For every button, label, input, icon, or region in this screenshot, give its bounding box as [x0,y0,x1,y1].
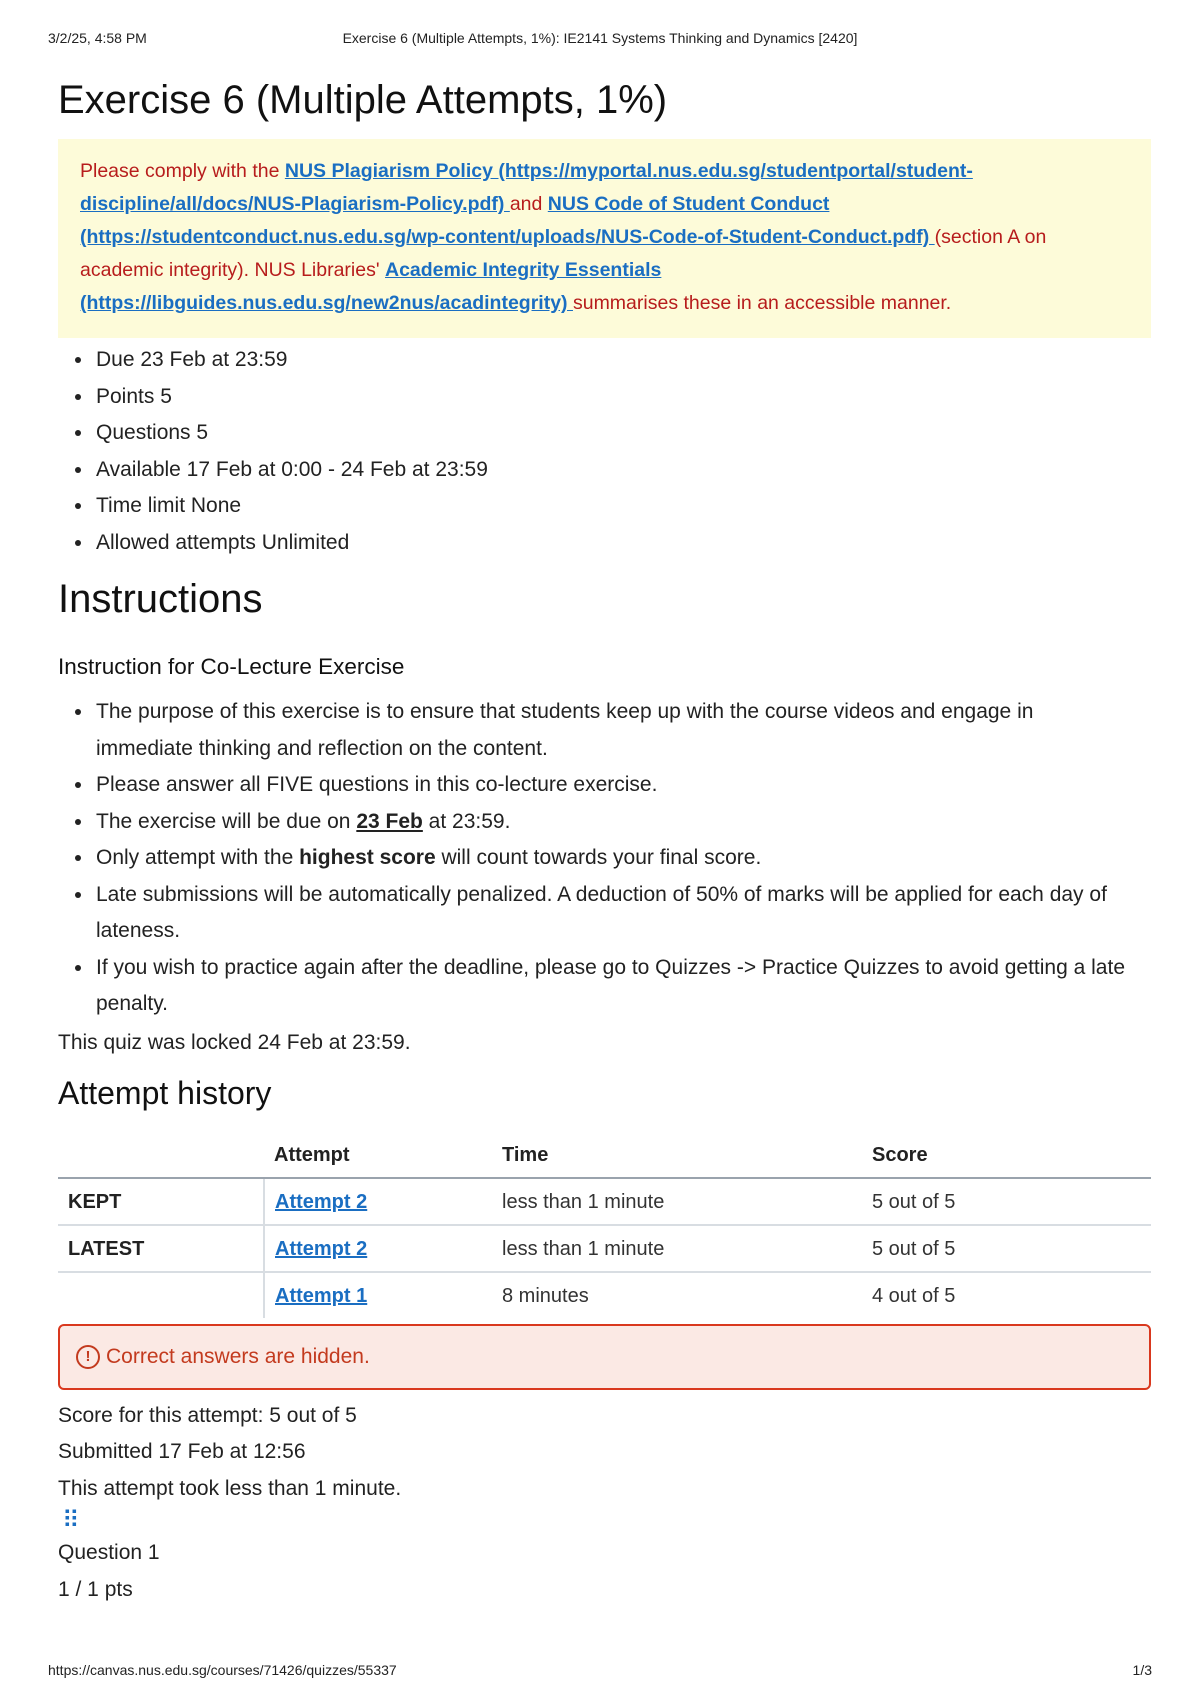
attempt-history-heading: Attempt history [58,1074,272,1111]
column-header: Score [862,1136,1151,1178]
instruction-item [94,804,1151,841]
attempt-cell [264,1225,492,1272]
instruction-item: • Please answer all FIVE questions in this co-lecture exercise. [94,767,1151,804]
instruction-text: Only attempt with the [96,846,300,869]
due-date-highlight: 23 Feb [356,809,423,833]
attempt-cell [264,1178,492,1225]
instruction-text: will count towards your final score. [435,846,762,869]
attempt-duration: This attempt took less than 1 minute. [58,1476,402,1500]
row-label [58,1272,264,1318]
print-title: Exercise 6 (Multiple Attempts, 1%): IE2141 Systems Thinking and Dynamics [2420] [342,30,858,46]
attempt-history-table [58,1136,1151,1318]
quiz-details [58,342,1151,561]
time-cell: less than 1 minute [492,1225,862,1272]
instruction-item: • The purpose of this exercise is to ensure that students keep up with the course videos and engage in immediate thinking and reflection on the content. [94,694,1151,767]
print-date: 3/2/25, 4:58 PM [48,30,147,46]
notice-text: (section A on academic integrity). NUS Libraries' [80,226,1047,281]
points: • Points 5 [94,379,1151,416]
instruction-item: • Late submissions will be automatically penalized. A deduction of 50% of marks will be applied for each day of lateness. [94,877,1151,950]
page-number: 1/3 [1132,1662,1152,1678]
quiz-content [58,70,1151,1608]
integrity-notice [58,139,1151,338]
instructions-list [58,694,1151,1023]
availability: • Available 17 Feb at 0:00 - 24 Feb at 23:59 [94,452,1151,489]
column-header [58,1136,264,1178]
score-cell: 5 out of 5 [862,1178,1151,1225]
table-header-row [58,1136,1151,1178]
attempt-score: Score for this attempt: 5 out of 5 [58,1403,357,1427]
attempt-cell [264,1272,492,1318]
score-cell: 5 out of 5 [862,1225,1151,1272]
locked-notice: This quiz was locked 24 Feb at 23:59. [58,1030,411,1054]
instruction-text: at 23:59. [422,809,511,833]
academic-integrity-link[interactable]: Academic Integrity Essentials (https://libguides.nus.edu.sg/new2nus/acadintegrity) [80,259,662,314]
notice-text: summarises these in an accessible manner. [572,292,952,314]
instruction-item [94,840,1151,877]
alert-text: Correct answers are hidden. [106,1344,370,1368]
column-header: Time [492,1136,862,1178]
due-date: • Due 23 Feb at 23:59 [94,342,1151,379]
row-label: LATEST [58,1225,264,1272]
time-cell: less than 1 minute [492,1178,862,1225]
plagiarism-policy-link[interactable]: NUS Plagiarism Policy (https://myportal.nus.edu.sg/studentportal/student-discipline/all/docs/NUS-Plagiarism-Policy.pdf) [80,160,973,215]
question-points: 1 / 1 pts [58,1577,133,1601]
instructions-subheading: Instruction for Co-Lecture Exercise [58,654,405,679]
attempt-link[interactable]: Attempt 2 [275,1237,368,1260]
table-row [58,1225,1151,1272]
table-row [58,1272,1151,1318]
highest-score-highlight: highest score [299,846,436,869]
table-row [58,1178,1151,1225]
drag-handle-icon[interactable]: ⠿ [62,1507,80,1534]
row-label: KEPT [58,1178,264,1225]
attempt-link[interactable]: Attempt 1 [275,1284,368,1307]
correct-answers-hidden-alert [58,1324,1151,1390]
attempt-info [58,1398,1151,1609]
column-header: Attempt [264,1136,492,1178]
time-limit: • Time limit None [94,488,1151,525]
notice-text: Please comply with the [80,160,285,182]
page-title: Exercise 6 (Multiple Attempts, 1%) [58,78,668,122]
instruction-text: The exercise will be due on [96,809,357,833]
attempt-submitted: Submitted 17 Feb at 12:56 [58,1440,306,1463]
score-cell: 4 out of 5 [872,1284,956,1307]
attempt-link[interactable]: Attempt 2 [275,1190,368,1213]
code-of-conduct-link[interactable]: NUS Code of Student Conduct (https://studentconduct.nus.edu.sg/wp-content/uploads/NUS-Code-of-Student-Conduct.pdf) [80,193,935,248]
time-cell: 8 minutes [502,1284,589,1307]
question-count: • Questions 5 [94,415,1151,452]
notice-text: and [509,193,548,215]
print-url: https://canvas.nus.edu.sg/courses/71426/quizzes/55337 [48,1662,397,1678]
instruction-item: • If you wish to practice again after the deadline, please go to Quizzes -> Practice Quizzes to avoid getting a late penalty. [94,950,1151,1023]
instructions-heading: Instructions [58,577,263,621]
warning-icon: ! [76,1345,100,1369]
allowed-attempts: • Allowed attempts Unlimited [94,525,1151,562]
question-label: Question 1 [58,1541,160,1564]
